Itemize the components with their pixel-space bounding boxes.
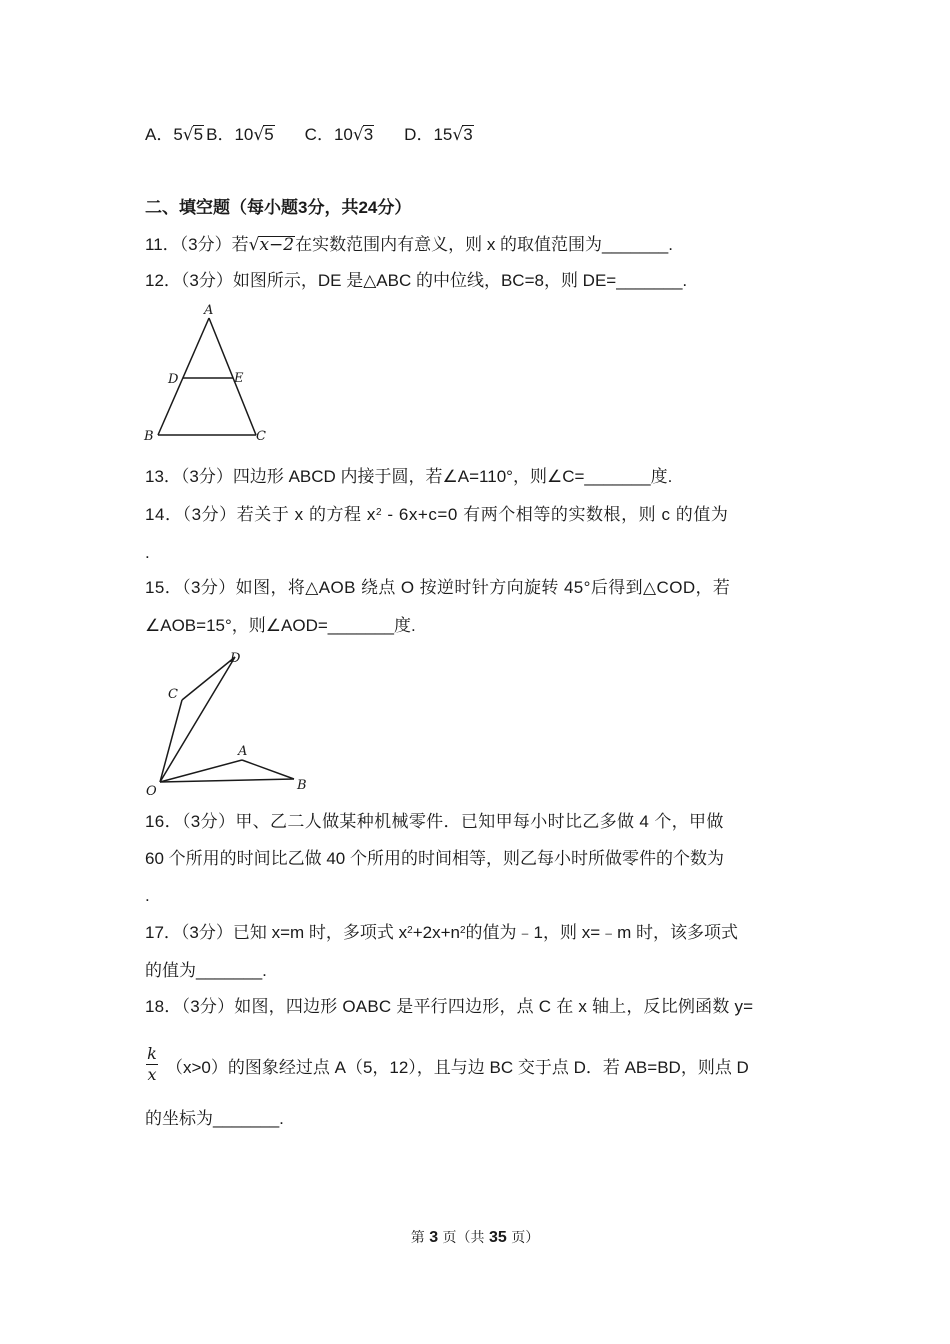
section-heading: 二、填空题（每小题3分，共24分）: [145, 198, 412, 217]
question-16-line2: 60 个所用的时间比乙做 40 个所用的时间相等，则乙每小时所做零件的个数为: [145, 849, 724, 868]
option-d: D．15√3: [404, 125, 473, 145]
question-18-line2: （x>0）的图象经过点 A（5，12），且与边 BC 交于点 D．若 AB=BD，则点 D: [166, 1058, 749, 1077]
label-a: A: [238, 744, 248, 759]
fraction-k-over-x: [145, 1045, 159, 1084]
question-17-line2: 的值为_______.: [145, 961, 267, 980]
label-c: C: [256, 429, 266, 444]
option-a: A．5√5: [145, 125, 204, 145]
label-e: E: [234, 371, 244, 386]
label-d: D: [230, 651, 241, 666]
question-15-line1: 15．（3分）如图，将△AOB 绕点 O 按逆时针方向旋转 45°后得到△COD，若: [145, 578, 731, 597]
fraction-numerator: k: [147, 1044, 157, 1063]
answer-options: [145, 124, 504, 146]
footer-middle: 页（共: [442, 1230, 485, 1246]
option-c: C．10√3: [304, 125, 374, 145]
q11-prefix: 11．（3分）若: [145, 235, 249, 254]
option-c-radicand: 3: [363, 125, 374, 144]
q17-sup2: 2: [459, 925, 466, 936]
label-o: O: [146, 784, 157, 799]
q17-part3: 的值为﹣1，则 x=﹣m 时，该多项式: [465, 923, 739, 942]
option-a-radicand: 5: [193, 125, 204, 144]
question-17-line1: [145, 922, 738, 944]
option-b-radicand: 5: [264, 125, 274, 144]
option-b-label: B．10: [206, 125, 254, 144]
q17-part2: +2x+n: [412, 923, 460, 942]
figure-triangle-abc: [140, 300, 280, 450]
page-footer: [0, 1227, 950, 1247]
option-c-label: C．10: [304, 125, 353, 144]
page-number: 3: [429, 1229, 439, 1246]
option-b: B．10√5: [206, 125, 274, 145]
footer-suffix: 页）: [511, 1230, 540, 1246]
option-a-label: A．5: [145, 125, 183, 144]
q14-superscript: 2: [375, 507, 383, 518]
footer-prefix: 第: [410, 1230, 425, 1246]
q11-radicand: x−2: [259, 235, 295, 255]
question-11: 11．（3分）若√x−2在实数范围内有意义，则 x 的取值范围为_______.: [145, 235, 673, 255]
option-d-radicand: 3: [463, 125, 473, 144]
q14-prefix: 14．（3分）若关于 x 的方程 x: [145, 505, 376, 524]
q11-suffix: 在实数范围内有意义，则 x 的取值范围为_______.: [295, 235, 673, 254]
q14-suffix: - 6x+c=0 有两个相等的实数根，则 c 的值为: [382, 505, 729, 524]
total-pages: 35: [489, 1229, 507, 1246]
question-12: 12．（3分）如图所示，DE 是△ABC 的中位线，BC=8，则 DE=_______.: [145, 271, 688, 290]
figure-rotation: [140, 645, 320, 800]
question-15-line2: ∠AOB=15°，则∠AOD=_______度.: [145, 616, 416, 635]
question-18-line1: 18．（3分）如图，四边形 OABC 是平行四边形，点 C 在 x 轴上，反比例函数 y=: [145, 997, 754, 1016]
label-b: B: [144, 429, 154, 444]
question-13: 13．（3分）四边形 ABCD 内接于圆，若∠A=110°，则∠C=_______度.: [145, 467, 673, 486]
question-16-tail: .: [145, 886, 150, 905]
fraction-denominator: x: [147, 1065, 157, 1084]
question-16-line1: 16．（3分）甲、乙二人做某种机械零件．已知甲每小时比乙多做 4 个，甲做: [145, 812, 724, 831]
question-14-tail: .: [145, 543, 150, 562]
question-14: [145, 504, 728, 526]
label-b: B: [297, 778, 307, 793]
q17-part1: 17．（3分）已知 x=m 时，多项式 x: [145, 923, 408, 942]
q17-sup1: 2: [407, 925, 413, 936]
label-d: D: [168, 372, 179, 387]
option-d-label: D．15: [404, 125, 453, 144]
label-a: A: [204, 303, 214, 318]
label-c: C: [168, 687, 178, 702]
question-18-line3: 的坐标为_______.: [145, 1109, 284, 1128]
